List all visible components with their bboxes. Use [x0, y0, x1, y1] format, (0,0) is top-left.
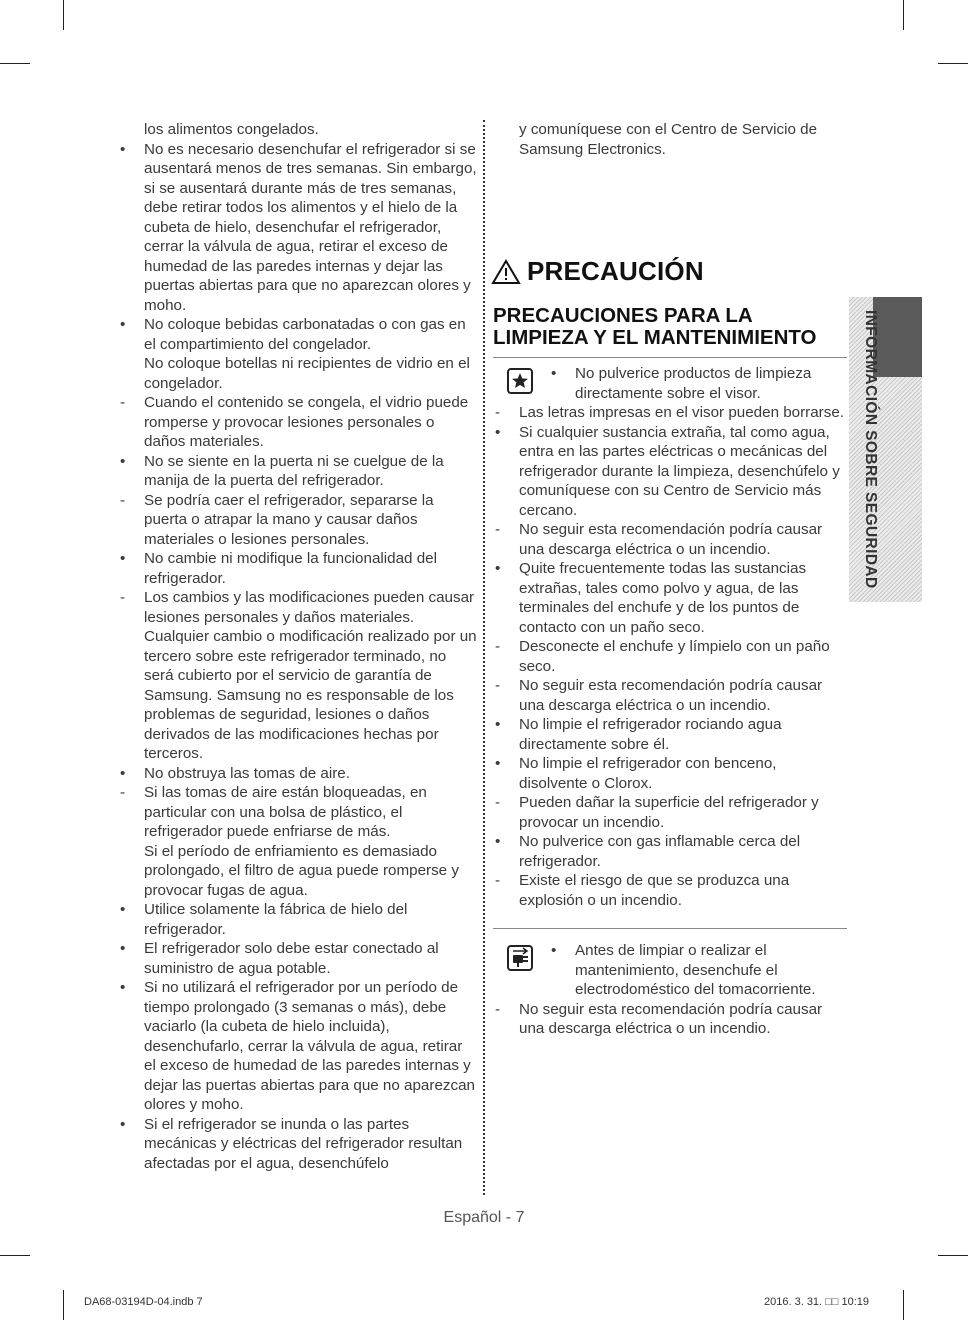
bullet-item [493, 832, 849, 871]
unplug-icon [507, 945, 533, 971]
item-text: Desconecte el enchufe y límpielo con un paño seco. [519, 638, 830, 675]
dash-item [493, 676, 849, 715]
print-file-info: DA68-03194D-04.indb 7 [84, 1296, 203, 1308]
item-text: No seguir esta recomendación podría causar una descarga eléctrica o un incendio. [519, 677, 823, 714]
dash-item [493, 871, 849, 910]
side-tab-marker [873, 297, 922, 377]
item-text: Si las tomas de aire están bloqueadas, en particular con una bolsa de plástico, el refrigerador puede enfriarse de más. [144, 784, 427, 840]
star-box-icon [507, 368, 533, 394]
dash-item [118, 588, 478, 764]
bullet-mark: • [120, 940, 126, 957]
bullet-mark: • [120, 979, 126, 996]
bullet-item [118, 1115, 478, 1174]
note-text: No pulverice productos de limpieza directamente sobre el visor. [575, 365, 812, 402]
bullet-mark: • [495, 716, 501, 733]
bullet-mark: • [120, 550, 126, 567]
bullet-mark: • [495, 833, 501, 850]
bullet-mark: • [120, 764, 126, 782]
item-text: No es necesario desenchufar el refrigerador si se ausentará menos de tres semanas. Sin embargo, si se ausentará durante más de tres semanas, debe retirar todos los alimentos y el hielo de la cubeta de hielo, desenchufar el refrigerador, cerrar la válvula de agua, retirar el exceso de humedad de las paredes internas y dejar las puertas abiertas para que no aparezcan olores y moho. [144, 140, 477, 314]
paragraph [118, 120, 478, 140]
note-text: Antes de limpiar o realizar el mantenimiento, desenchufe el electrodoméstico del tomacorriente. [575, 942, 816, 998]
dash-mark: - [495, 677, 501, 694]
dash-mark: - [495, 638, 501, 655]
crop-mark [938, 63, 968, 64]
item-text: No cambie ni modifique la funcionalidad del refrigerador. [144, 550, 437, 587]
dash-item [493, 520, 849, 559]
print-date-info: 2016. 3. 31. □□ 10:19 [764, 1296, 870, 1308]
dash-mark: - [495, 404, 501, 421]
paragraph [118, 354, 478, 393]
item-text: No limpie el refrigerador rociando agua directamente sobre él. [519, 716, 782, 753]
bullet-item [118, 452, 478, 491]
divider [493, 357, 847, 358]
dash-mark: - [495, 872, 501, 889]
dash-item [493, 1000, 849, 1039]
side-tab-label: INFORMACIÓN SOBRE SEGURIDAD [862, 310, 879, 589]
bullet-item [118, 140, 478, 316]
dash-mark: - [120, 784, 126, 801]
item-text: Si el refrigerador se inunda o las partes mecánicas y eléctricas del refrigerador resultan afectadas por el agua, desenchúfelo [144, 1115, 463, 1172]
dash-item [118, 783, 478, 842]
intro-text: y comuníquese con el Centro de Servicio de Samsung Electronics. [519, 121, 818, 158]
bullet-item [118, 939, 478, 978]
left-column [118, 120, 478, 1173]
item-text: Pueden dañar la superficie del refrigerador y provocar un incendio. [519, 794, 819, 831]
dash-mark: - [495, 521, 501, 538]
item-text: No seguir esta recomendación podría causar una descarga eléctrica o un incendio. [519, 1000, 823, 1037]
dash-mark: - [120, 491, 126, 509]
bullet-mark: • [120, 1115, 126, 1133]
crop-mark [63, 0, 64, 30]
dash-item [493, 403, 849, 423]
dash-item [118, 393, 478, 452]
bullet-item [493, 754, 849, 793]
divider [493, 928, 847, 929]
bullet-item [118, 764, 478, 784]
bullet-mark: • [495, 560, 501, 577]
bullet-item [118, 978, 478, 1115]
item-text: Si cualquier sustancia extraña, tal como agua, entra en las partes eléctricas o mecánicas del refrigerador durante la limpieza, desenchúfelo y comuníquese con su Centro de Servicio más cercano. [519, 423, 840, 519]
warning-title: PRECAUCIÓN [527, 256, 704, 287]
section-title: PRECAUCIONES PARA LA LIMPIEZA Y EL MANTENIMIENTO [493, 304, 817, 349]
bullet-item [493, 559, 849, 637]
paragraph [118, 842, 478, 901]
crop-mark [903, 0, 904, 30]
page-number: Español - 7 [443, 1209, 525, 1226]
bullet-mark: • [120, 452, 126, 470]
item-text: los alimentos congelados. [144, 121, 319, 138]
column-divider [483, 120, 485, 1195]
block2-items [493, 1000, 849, 1039]
dash-item [118, 491, 478, 550]
crop-mark [938, 1255, 968, 1256]
item-text: Si no utilizará el refrigerador por un período de tiempo prolongado (3 semanas o más), debe vaciarlo (la cubeta de hielo incluida), desenchufarlo, cerrar la válvula de agua, retirar el exceso de humedad de las paredes internas y dejar las puertas abiertas para que no aparezcan olores y moho. [144, 979, 475, 1113]
bullet-item [118, 315, 478, 354]
crop-mark [0, 63, 30, 64]
item-text: No se siente en la puerta ni se cuelgue de la manija de la puerta del refrigerador. [144, 452, 444, 489]
bullet-item [118, 549, 478, 588]
item-text: Utilice solamente la fábrica de hielo del refrigerador. [144, 901, 408, 938]
dash-mark: - [495, 794, 501, 811]
dash-item [493, 637, 849, 676]
crop-mark [903, 1290, 904, 1320]
item-text: Los cambios y las modificaciones pueden causar lesiones personales y daños materiales. Cualquier cambio o modificación realizado por un tercero sobre este refrigerador terminado, no será cubierto por el servicio de garantía de Samsung. Samsung no es responsable de los problemas de seguridad, lesiones o daños derivados de las modificaciones hechas por terceros. [144, 589, 477, 762]
crop-mark [0, 1255, 30, 1256]
item-text: No seguir esta recomendación podría causar una descarga eléctrica o un incendio. [519, 521, 823, 558]
dash-mark: - [495, 1000, 501, 1018]
item-text: Si el período de enfriamiento es demasiado prolongado, el filtro de agua puede romperse y provocar fugas de agua. [144, 842, 459, 899]
right-column [493, 120, 849, 1039]
bullet-mark: • [551, 942, 557, 959]
item-text: Cuando el contenido se congela, el vidrio puede romperse y provocar lesiones personales o daños materiales. [144, 394, 469, 450]
warning-heading [491, 256, 849, 287]
bullet-mark: • [120, 901, 126, 918]
item-text: No coloque botellas ni recipientes de vidrio en el congelador. [144, 355, 470, 392]
crop-mark [63, 1290, 64, 1320]
bullet-mark: • [495, 755, 501, 772]
bullet-item [493, 423, 849, 521]
bullet-mark: • [551, 365, 557, 382]
bullet-mark: • [495, 423, 501, 441]
bullet-item [493, 715, 849, 754]
bullet-mark: • [120, 140, 126, 158]
item-text: Se podría caer el refrigerador, separarse la puerta o atrapar la mano y causar daños materiales o lesiones personales. [144, 491, 434, 548]
item-text: No obstruya las tomas de aire. [144, 764, 350, 782]
block1-items [493, 403, 849, 910]
item-text: No coloque bebidas carbonatadas o con gas en el compartimiento del congelador. [144, 316, 466, 353]
item-text: No limpie el refrigerador con benceno, disolvente o Clorox. [519, 755, 777, 792]
dash-mark: - [120, 589, 126, 606]
note-row [493, 364, 849, 403]
dash-mark: - [120, 394, 126, 411]
warning-triangle-icon [491, 259, 521, 285]
bullet-mark: • [120, 316, 126, 333]
item-text: Existe el riesgo de que se produzca una explosión o un incendio. [519, 872, 790, 909]
item-text: No pulverice con gas inflamable cerca del refrigerador. [519, 833, 801, 870]
note-row [493, 941, 849, 1000]
bullet-item [118, 900, 478, 939]
item-text: Las letras impresas en el visor pueden borrarse. [519, 404, 845, 421]
dash-item [493, 793, 849, 832]
item-text: Quite frecuentemente todas las sustancias extrañas, tales como polvo y agua, de las terminales del enchufe y de los puntos de contacto con un paño seco. [519, 560, 807, 636]
item-text: El refrigerador solo debe estar conectado al suministro de agua potable. [144, 940, 439, 977]
